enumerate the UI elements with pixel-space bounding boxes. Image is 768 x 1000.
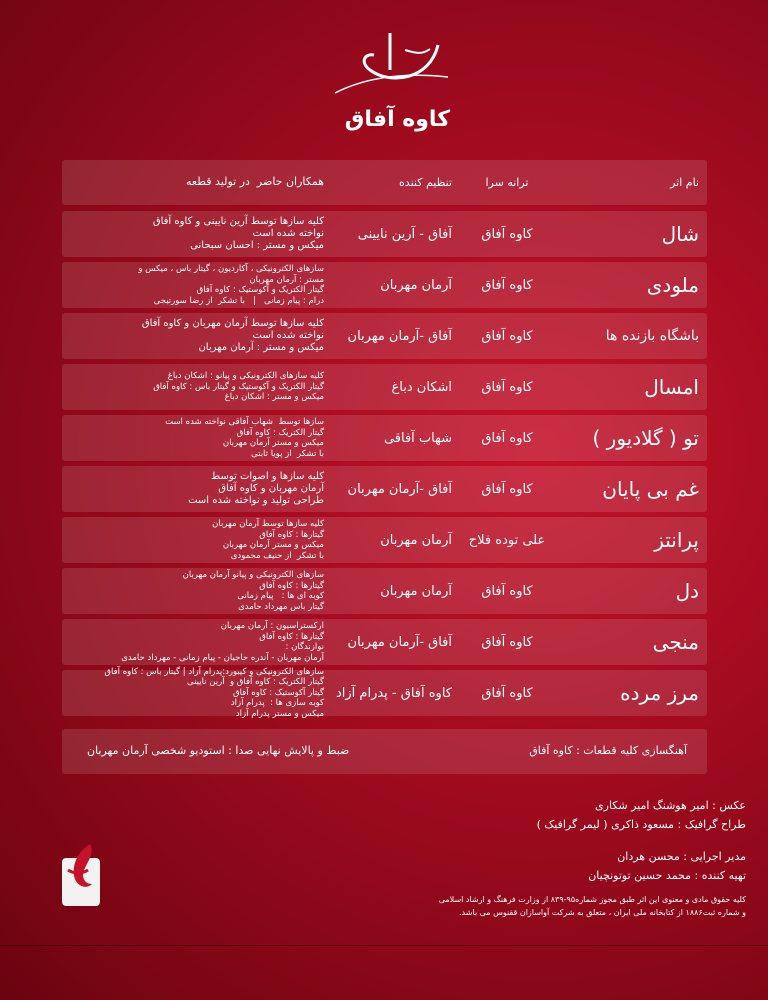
track-title: ملودی: [646, 273, 699, 297]
table-row: [62, 666, 707, 719]
track-title: منجی: [652, 630, 699, 654]
table-row: [62, 364, 707, 410]
track-lyricist: کاوه آفاق: [481, 685, 533, 701]
track-arranger: آفاق -آرمان مهربان: [347, 481, 452, 497]
track-arranger: اشکان دباغ: [391, 379, 452, 395]
track-title: تو ( گلادیور ): [592, 426, 699, 450]
executive-credit: مدیر اجرایی : محسن هردان: [617, 850, 746, 863]
phoenix-icon: [60, 840, 105, 910]
table-row: [62, 415, 707, 461]
photo-credit: عکس : امیر هوشنگ امیر شکاری: [595, 799, 746, 812]
track-title: پرانتز: [654, 528, 699, 552]
mix-credit: ضبط و پالایش نهایی صدا : استودیو شخصی آرمان مهربان: [87, 744, 350, 757]
legal-line-1: کلیه حقوق مادی و معنوی این اثر طبق مجوز شماره۹۵-۸۳۹ از وزارت فرهنگ و ارشاد اسلامی: [438, 895, 746, 904]
track-collaborators: کلیه سازها و اصوات توسط آرمان مهربان و کاوه آفاق طراحی تولید و نواخته شده است: [188, 471, 324, 506]
track-lyricist: کاوه آفاق: [481, 481, 533, 497]
track-collaborators: سازهای الکترونیکی و پیانو آرمان مهربان گیتارها : کاوه آفاق کوبه ای ها : پیام زمانی گیتار باس مهرداد حامدی: [182, 570, 324, 612]
producer-credit: تهیه کننده : محمد حسین توتونچیان: [588, 869, 746, 882]
album-logo: [300, 25, 470, 135]
track-arranger: آفاق - آرین نایینی: [357, 226, 452, 242]
mastering-panel: [62, 729, 707, 774]
track-arranger: آفاق -آرمان مهربان: [347, 634, 452, 650]
track-title: مرز مرده: [620, 681, 699, 705]
track-title: امسال: [644, 375, 699, 399]
track-lyricist: کاوه آفاق: [481, 379, 533, 395]
track-title: غم بی پایان: [602, 477, 699, 501]
label-logo: [60, 840, 105, 910]
table-row: [62, 313, 707, 359]
track-lyricist: کاوه آفاق: [481, 583, 533, 599]
track-arranger: کاوه آفاق - پدرام آزاد: [335, 685, 452, 701]
track-collaborators: کلیه سازها توسط آرمان مهربان گیتارها : کاوه آفاق میکس و مستر آرمان مهربان با تشکر از حنیف محمودی: [212, 519, 324, 561]
track-arranger: آفاق -آرمان مهربان: [347, 328, 452, 344]
artist-name: کاوه آفاق: [344, 107, 450, 132]
track-arranger: آرمان مهربان: [380, 583, 452, 599]
track-title: دل: [675, 579, 699, 603]
track-lyricist: کاوه آفاق: [481, 634, 533, 650]
column-header-arranger: تنظیم کننده: [399, 176, 452, 189]
arrangement-credit: آهنگسازی کلیه قطعات : کاوه آفاق: [529, 744, 687, 757]
credits-block: [186, 796, 746, 919]
table-row: [62, 466, 707, 512]
track-lyricist: کاوه آفاق: [481, 430, 533, 446]
track-collaborators: سازهای الکترونیکی و کیبورد:پدرام آزاد | گیتار باس : کاوه آفاق گیتار الکتریک : کاوه آفاق و آرین نایینی گیتار آکوستیک : کاوه آفاق کوبه سازی ها : پدرام آزاد میکس و مستر پدرام آزاد: [104, 666, 324, 719]
track-arranger: آرمان مهربان: [380, 532, 452, 548]
track-lyricist: کاوه آفاق: [481, 226, 533, 242]
track-collaborators: ارکستراسیون : آرمان مهربان گیتارها : کاوه آفاق نوازندگان : آرمان مهربان - آندره حاجیان - پیام زمانی - مهرداد حامدی: [121, 621, 324, 663]
track-title: باشگاه بازنده ها: [605, 328, 699, 344]
table-header-row: [62, 160, 707, 205]
column-header-title: نام اثر: [670, 176, 699, 189]
track-table: [62, 160, 707, 721]
table-row: [62, 517, 707, 563]
column-header-lyricist: ترانه سرا: [485, 176, 529, 189]
track-collaborators: سازها توسط شهاب آفاقی نواخته شده است گیتار الکتریک : کاوه آفاق میکس و مستر آرمان مهربان با تشکر از پویا ثابتی: [165, 417, 324, 459]
column-header-collaborators: همکاران حاضر در تولید قطعه: [186, 175, 324, 189]
track-collaborators: سازهای الکترونیکی ، آکاردیون ، گیتار باس ، میکس و مستر : آرمان مهربان گیتار الکتریک و آکوستیک : کاوه آفاق درام : پیام زمانی | با تشکر از رضا سورتیجی: [138, 264, 324, 306]
track-lyricist: علی توده فلاح: [468, 532, 546, 548]
table-row: [62, 262, 707, 308]
legal-notice: [186, 893, 746, 919]
track-collaborators: کلیه سازها توسط آرین نایینی و کاوه آفاق نواخته شده است میکس و مستر : احسان سبحانی: [152, 216, 324, 251]
track-arranger: شهاب آفاقی: [383, 430, 452, 446]
table-row: [62, 619, 707, 665]
legal-line-2: و شماره ثبت۱۸۸۶ از کتابخانه ملی ایران ، متعلق به شرکت آواسازان ققنوس می باشد.: [458, 908, 746, 917]
table-row: [62, 568, 707, 614]
track-lyricist: کاوه آفاق: [481, 277, 533, 293]
album-title-calligraphy: [330, 25, 450, 95]
track-arranger: آرمان مهربان: [380, 277, 452, 293]
track-lyricist: کاوه آفاق: [481, 328, 533, 344]
track-collaborators: کلیه سازها توسط آرمان مهربان و کاوه آفاق نواخته شده است میکس و مستر : آرمان مهربان: [141, 318, 324, 353]
table-row: [62, 211, 707, 257]
divider: [0, 945, 768, 946]
track-title: شال: [661, 222, 699, 246]
graphic-credit: طراح گرافیک : مسعود ذاکری ( لیمر گرافیک ): [536, 818, 746, 831]
track-collaborators: کلیه سازهای الکترونیکی و پیانو : اشکان دباغ گیتار الکتریک و آکوستیک و گیتار باس : کاوه آفاق میکس و مستر : اشکان دباغ: [153, 371, 324, 403]
